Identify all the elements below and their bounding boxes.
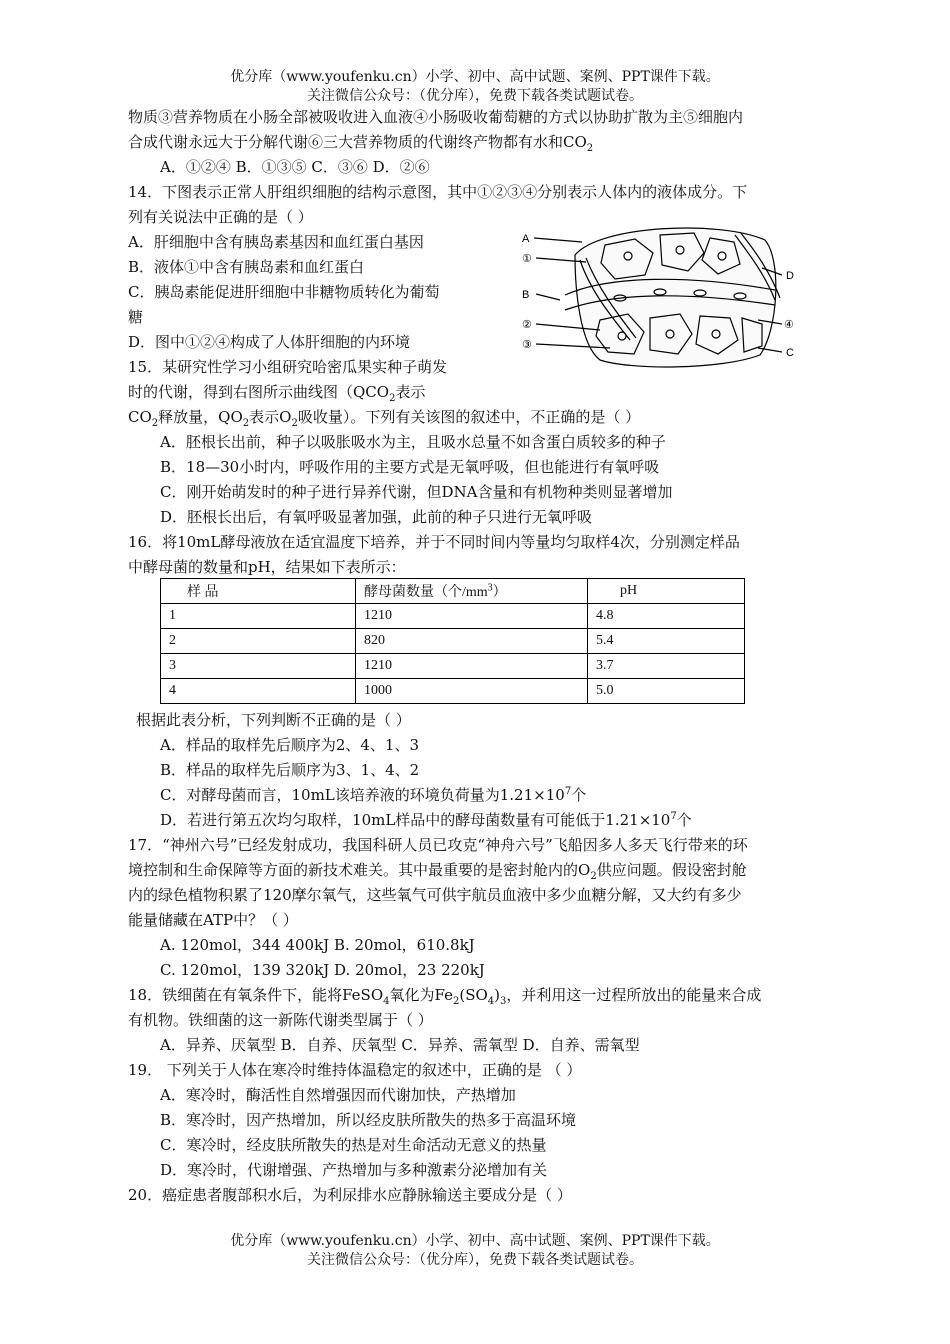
header-sample: 样 品 bbox=[161, 579, 356, 604]
fig-label-1: ① bbox=[522, 253, 532, 265]
table-row bbox=[161, 604, 745, 629]
q19-option-d: D．寒冷时，代谢增强、产热增加与多种激素分泌增加有关 bbox=[160, 1161, 548, 1179]
page-footer bbox=[0, 1232, 950, 1270]
cell-count: 1210 bbox=[356, 604, 588, 629]
q16-option-d: D．若进行第五次均匀取样，10mL样品中的酵母菌数量有可能低于$1.21\times 10^7$个 bbox=[160, 811, 692, 829]
q16-stem-1: 16．将10mL酵母液放在适宜温度下培养，并于不同时间内等量均匀取样4次，分别测定样品 bbox=[128, 533, 740, 551]
cell-sample: 4 bbox=[161, 679, 356, 704]
cell-sample: 2 bbox=[161, 629, 356, 654]
header-line-1: 优分库（www.youfenku.cn）小学、初中、高中试题、案例、PPT课件下载。 bbox=[230, 69, 720, 85]
cell-ph: 5.4 bbox=[588, 629, 745, 654]
q18-stem-2: 有机物。铁细菌的这一新陈代谢类型属于（ ） bbox=[128, 1011, 433, 1029]
cell-ph: 4.8 bbox=[588, 604, 745, 629]
q17-stem-1: 17．“神州六号”已经发射成功，我国科研人员已攻克“神舟六号”飞船因多人多天飞行带来的环 bbox=[128, 836, 748, 854]
q14-option-b: B．液体①中含有胰岛素和血红蛋白 bbox=[128, 258, 365, 276]
q16-after-table: 根据此表分析，下列判断不正确的是（ ） bbox=[136, 711, 411, 729]
q17-stem-2: 境控制和生命保障等方面的新技术难关。其中最重要的是密封舱内的$O_2$供应问题。假设密封舱 bbox=[128, 861, 747, 882]
q15-option-c: C．刚开始萌发时的种子进行异养代谢，但DNA含量和有机物种类则显著增加 bbox=[160, 483, 673, 501]
q17-options-ab: A. 120mol，344 400kJ B. 20mol，610.8kJ bbox=[160, 936, 475, 954]
q15-stem-3: $CO_2$释放量，$QO_2$表示$O_2$吸收量）。下列有关该图的叙述中，不正确的是（ ） bbox=[128, 408, 641, 429]
page-header bbox=[0, 68, 950, 106]
q19-option-b: B．寒冷时，因产热增加，所以经皮肤所散失的热多于高温环境 bbox=[160, 1111, 577, 1129]
q15-option-b: B．18—30小时内，呼吸作用的主要方式是无氧呼吸，但也能进行有氧呼吸 bbox=[160, 458, 660, 476]
q15-option-a: A．胚根长出前，种子以吸胀吸水为主，且吸水总量不如含蛋白质较多的种子 bbox=[160, 433, 666, 451]
fig-label-4: ④ bbox=[784, 319, 794, 331]
cell-count: 820 bbox=[356, 629, 588, 654]
fig-label-3: ③ bbox=[522, 339, 532, 351]
q17-stem-3: 内的绿色植物积累了120摩尔氧气，这些氧气可供宇航员血液中多少血糖分解，又大约有多少 bbox=[128, 886, 742, 904]
q14-stem-2: 列有关说法中正确的是（ ） bbox=[128, 208, 313, 226]
fig-label-C: C bbox=[786, 347, 794, 359]
q19-option-c: C．寒冷时，经皮肤所散失的热是对生命活动无意义的热量 bbox=[160, 1136, 547, 1154]
table-row bbox=[161, 629, 745, 654]
cell-ph: 5.0 bbox=[588, 679, 745, 704]
q14-option-c-2: 糖 bbox=[128, 308, 144, 326]
fig-label-D: D bbox=[786, 270, 794, 282]
q14-stem-1: 14．下图表示正常人肝组织细胞的结构示意图，其中①②③④分别表示人体内的液体成分。下 bbox=[128, 183, 748, 201]
header-count: 酵母菌数量（个$/mm^3$） bbox=[356, 579, 588, 604]
q19-option-a: A．寒冷时，酶活性自然增强因而代谢加快，产热增加 bbox=[160, 1086, 516, 1104]
q19-stem: 19． 下列关于人体在寒冷时维持体温稳定的叙述中，正确的是 （ ） bbox=[128, 1061, 582, 1079]
cell-ph: 3.7 bbox=[588, 654, 745, 679]
q13-options: A．①②④ B．①③⑤ C．③⑥ D．②⑥ bbox=[160, 158, 430, 176]
q18-options: A．异养、厌氧型 B．自养、厌氧型 C．异养、需氧型 D．自养、需氧型 bbox=[160, 1036, 640, 1054]
q13-line-1: 物质③营养物质在小肠全部被吸收进入血液④小肠吸收葡萄糖的方式以协助扩散为主⑤细胞内 bbox=[128, 108, 744, 126]
q15-option-d: D．胚根长出后，有氧呼吸显著加强，此前的种子只进行无氧呼吸 bbox=[160, 508, 593, 526]
table-row bbox=[161, 679, 745, 704]
fig-label-B: B bbox=[522, 289, 530, 301]
footer-line-2: 关注微信公众号：（优分库），免费下载各类试题试卷。 bbox=[307, 1252, 643, 1268]
q16-option-a: A．样品的取样先后顺序为2、4、1、3 bbox=[160, 736, 420, 754]
yeast-table bbox=[160, 578, 745, 704]
q15-stem-1: 15．某研究性学习小组研究哈密瓜果实种子萌发 bbox=[128, 358, 448, 376]
fig-label-2: ② bbox=[522, 319, 532, 331]
cell-sample: 3 bbox=[161, 654, 356, 679]
q13-line-2: 合成代谢永远大于分解代谢⑥三大营养物质的代谢终产物都有水和$CO_2$ bbox=[128, 133, 594, 154]
q14-option-d: D．图中①②④构成了人体肝细胞的内环境 bbox=[128, 333, 411, 351]
cell-sample: 1 bbox=[161, 604, 356, 629]
cell-count: 1000 bbox=[356, 679, 588, 704]
fig-label-A: A bbox=[522, 233, 530, 245]
q16-stem-2: 中酵母菌的数量和pH，结果如下表所示： bbox=[128, 558, 406, 576]
liver-tissue-diagram bbox=[520, 220, 800, 370]
q15-stem-2: 时的代谢，得到右图所示曲线图（$QCO_2$表示 bbox=[128, 383, 426, 404]
q14-option-a: A．肝细胞中含有胰岛素基因和血红蛋白基因 bbox=[128, 233, 424, 251]
cell-count: 1210 bbox=[356, 654, 588, 679]
q20-stem: 20．癌症患者腹部积水后，为利尿排水应静脉输送主要成分是（ ） bbox=[128, 1186, 572, 1204]
table-header-row bbox=[161, 579, 745, 604]
q18-stem-1: 18．铁细菌在有氧条件下，能将FeSO$_4$氧化为$Fe_2(SO_4)_3$，并利用这一过程所放出的能量来合成 bbox=[128, 986, 762, 1007]
q16-option-c: C．对酵母菌而言，10mL该培养液的环境负荷量为$1.21\times 10^7$个 bbox=[160, 786, 587, 804]
footer-line-1: 优分库（www.youfenku.cn）小学、初中、高中试题、案例、PPT课件下载。 bbox=[230, 1233, 720, 1249]
q14-option-c-1: C．胰岛素能促进肝细胞中非糖物质转化为葡萄 bbox=[128, 283, 440, 301]
q16-option-b: B．样品的取样先后顺序为3、1、4、2 bbox=[160, 761, 420, 779]
header-ph: pH bbox=[588, 579, 745, 604]
q17-stem-4: 能量储藏在ATP中？（ ） bbox=[128, 911, 298, 929]
table-row bbox=[161, 654, 745, 679]
header-line-2: 关注微信公众号：（优分库），免费下载各类试题试卷。 bbox=[307, 88, 643, 104]
q17-options-cd: C. 120mol，139 320kJ D. 20mol，23 220kJ bbox=[160, 961, 485, 979]
